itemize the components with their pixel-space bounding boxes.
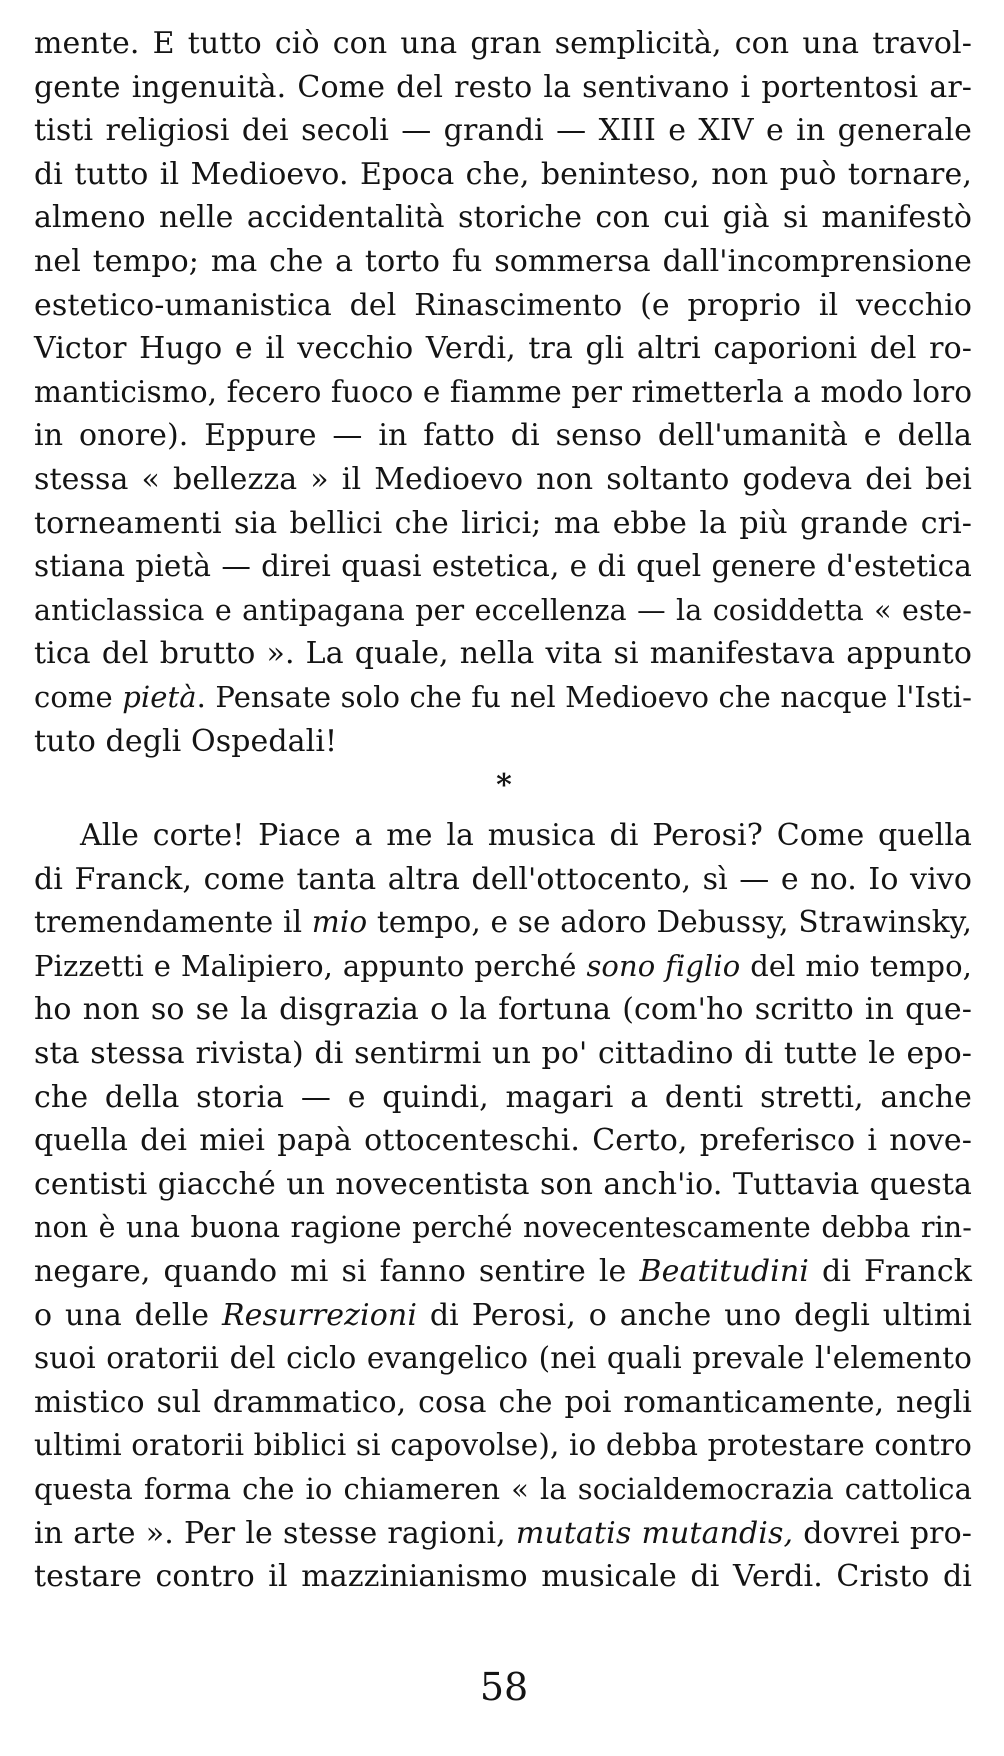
text-line: questa forma che io chiameren « la socialdemocrazia cattolica bbox=[34, 1471, 972, 1506]
text-line: non è una buona ragione perché novecentescamente debba rin- bbox=[34, 1211, 972, 1245]
page-number: 58 bbox=[479, 1665, 529, 1709]
book-page bbox=[34, 10, 974, 1750]
text-line: ho non so se la disgrazia o la fortuna (com'ho scritto in que- bbox=[34, 992, 972, 1028]
text-line: estetico-umanistica del Rinascimento (e proprio il vecchio bbox=[34, 287, 972, 323]
paragraph-2 bbox=[34, 814, 972, 1599]
italic-word: pietà bbox=[122, 679, 197, 714]
text-line bbox=[34, 1512, 972, 1556]
paragraph-last-line: tuto degli Ospedali! bbox=[34, 723, 338, 759]
text-line: quella dei miei papà ottocenteschi. Certo, preferisco i nove- bbox=[34, 1123, 972, 1159]
text-line: sta stessa rivista) di sentirmi un po' cittadino di tutte le epo- bbox=[34, 1035, 972, 1071]
text-line bbox=[34, 901, 972, 945]
text-fragment: di Franck bbox=[808, 1253, 973, 1289]
italic-word: Beatitudini bbox=[639, 1253, 809, 1289]
text-line: in onore). Eppure — in fatto di senso dell'umanità e della bbox=[34, 418, 972, 454]
text-fragment: Pizzetti e Malipiero, appunto perché bbox=[34, 948, 587, 983]
italic-word: mio bbox=[311, 905, 368, 940]
section-separator: * bbox=[496, 768, 512, 803]
text-fragment: in arte ». Per le stesse ragioni, bbox=[34, 1515, 516, 1551]
italic-word: sono figlio bbox=[586, 948, 741, 983]
paragraph-1 bbox=[34, 22, 972, 763]
text-line: torneamenti sia bellici che lirici; ma ebbe la più grande cri- bbox=[34, 505, 972, 541]
text-line: Victor Hugo e il vecchio Verdi, tra gli altri caporioni del ro- bbox=[34, 331, 972, 367]
text-line: mistico sul drammatico, cosa che poi romanticamente, negli bbox=[34, 1384, 972, 1420]
text-fragment: del mio tempo, bbox=[740, 948, 972, 983]
text-line: gente ingenuità. Come del resto la sentivano i portentosi ar- bbox=[34, 69, 972, 105]
text-line: di tutto il Medioevo. Epoca che, beninteso, non può tornare, bbox=[34, 156, 972, 192]
text-line: anticlassica e antipagana per eccellenza — la cosiddetta « este- bbox=[34, 593, 972, 627]
text-line: nel tempo; ma che a torto fu sommersa dall'incomprensione bbox=[34, 243, 972, 279]
italic-word: mutatis mutandis, bbox=[515, 1515, 794, 1551]
text-fragment: o una delle bbox=[34, 1297, 222, 1333]
text-fragment: di Perosi, o anche uno degli ultimi bbox=[417, 1297, 972, 1333]
text-line: testare contro il mazzinianismo musicale di Verdi. Cristo di bbox=[34, 1559, 972, 1595]
text-line: manticismo, fecero fuoco e fiamme per rimetterla a modo loro bbox=[34, 374, 973, 409]
text-line bbox=[34, 1294, 972, 1338]
italic-word: Resurrezioni bbox=[221, 1297, 418, 1333]
text-line: che della storia — e quindi, magari a denti stretti, anche bbox=[34, 1079, 972, 1115]
text-line: centisti giacché un novecentista son anch'io. Tuttavia questa bbox=[34, 1166, 972, 1202]
text-fragment: come bbox=[34, 679, 123, 714]
text-fragment: . Pensate solo che fu nel Medioevo che nacque l'Isti- bbox=[196, 679, 972, 714]
text-line: di Franck, come tanta altra dell'ottocento, sì — e no. Io vivo bbox=[34, 861, 972, 897]
text-line bbox=[34, 945, 972, 989]
text-line: ultimi oratorii biblici si capovolse), io debba protestare contro bbox=[34, 1428, 972, 1463]
text-line: suoi oratorii del ciclo evangelico (nei quali prevale l'elemento bbox=[34, 1341, 972, 1376]
text-fragment: dovrei pro- bbox=[793, 1515, 972, 1551]
text-line bbox=[34, 676, 972, 720]
text-line: tica del brutto ». La quale, nella vita si manifestava appunto bbox=[34, 636, 972, 672]
text-line: mente. E tutto ciò con una gran semplicità, con una travol- bbox=[34, 26, 972, 61]
text-line: Alle corte! Piace a me la musica di Perosi? Come quella bbox=[80, 818, 972, 853]
text-fragment: tempo, e se adoro Debussy, Strawinsky, bbox=[367, 905, 973, 940]
text-line: stessa « bellezza » il Medioevo non soltanto godeva dei bei bbox=[34, 461, 972, 497]
text-line bbox=[34, 1250, 972, 1294]
text-line: almeno nelle accidentalità storiche con cui già si manifestò bbox=[34, 200, 972, 236]
text-line: tisti religiosi dei secoli — grandi — XIII e XIV e in generale bbox=[34, 113, 972, 149]
text-fragment: tremendamente il bbox=[34, 905, 312, 940]
text-fragment: negare, quando mi si fanno sentire le bbox=[34, 1253, 640, 1289]
text-line: stiana pietà — direi quasi estetica, e di quel genere d'estetica bbox=[34, 549, 972, 584]
